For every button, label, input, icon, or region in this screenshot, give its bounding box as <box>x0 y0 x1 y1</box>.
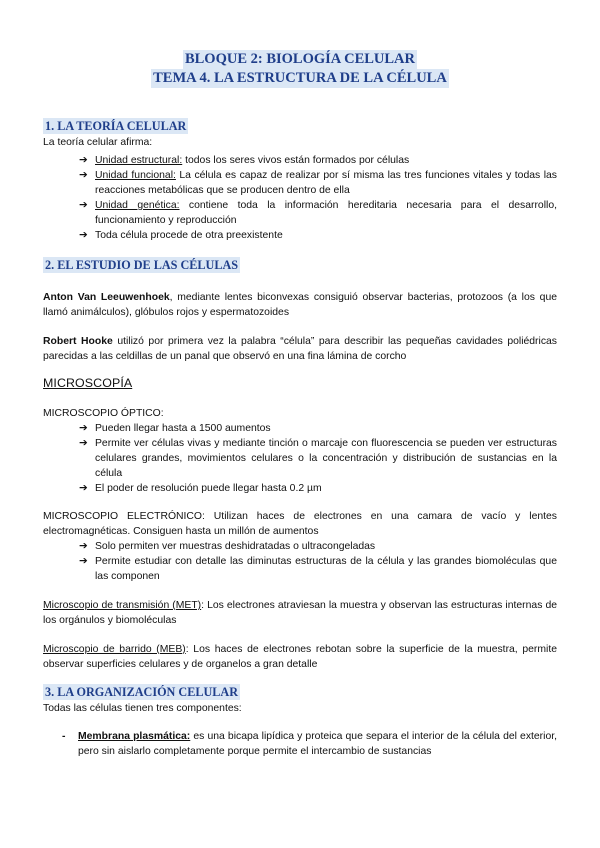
item-text: todos los seres vivos están formados por células <box>182 155 410 166</box>
met-paragraph: Microscopio de transmisión (MET): Los electrones atraviesan la muestra y observan las estructuras internas de los orgánulos y biomoléculas <box>43 600 557 626</box>
paragraph-hooke <box>43 334 557 364</box>
arrow-icon: ➔ <box>79 556 88 567</box>
list-item: ➔ Permite estudiar con detalle las diminutas estructuras de la célula y las grandes biomoléculas que las componen <box>79 556 557 582</box>
section-intro: La teoría celular afirma: <box>43 137 153 148</box>
dash-list <box>43 729 557 759</box>
paragraph-text: , mediante lentes biconvexas consiguió observar bacterias, protozoos (a los que llamó animálculos), glóbulos rojos y espermatozoides <box>43 292 557 318</box>
dash-icon: - <box>62 731 66 742</box>
arrow-icon: ➔ <box>79 483 88 494</box>
list-item: ➔ Permite ver células vivas y mediante tinción o marcaje con fluorescencia se pueden ver estructuras celulares grandes, movimientos celulares o la concentración y distribución de sustancias en la célula <box>79 438 557 479</box>
scientist-name: Anton Van Leeuwenhoek <box>43 292 170 303</box>
arrow-icon: ➔ <box>79 170 88 181</box>
section-heading: 1. LA TEORÍA CELULAR <box>45 119 187 133</box>
arrow-icon: ➔ <box>79 438 88 449</box>
document-title <box>43 50 557 88</box>
electronic-microscope-label: MICROSCOPIO ELECTRÓNICO <box>43 511 203 522</box>
section-heading: 2. EL ESTUDIO DE LAS CÉLULAS <box>45 258 239 272</box>
arrow-list <box>43 153 557 243</box>
item-text: contiene toda la información hereditaria necesaria para el desarrollo, funcionamiento y reproducción <box>95 200 557 226</box>
item-label: Unidad estructural: <box>95 155 183 166</box>
list-item <box>79 228 557 243</box>
list-item: ➔ Pueden llegar hasta a 1500 aumentos <box>79 423 271 434</box>
arrow-icon: ➔ <box>79 541 88 552</box>
list-item <box>79 153 557 168</box>
electronic-microscope-paragraph: MICROSCOPIO ELECTRÓNICO: Utilizan haces de electrones en una camara de vacío y lentes electromagnéticas. Consiguen hasta un millón de aumentos <box>43 511 557 537</box>
title-line-1: BLOQUE 2: BIOLOGÍA CELULAR <box>184 51 416 67</box>
item-label: Unidad genética: <box>95 200 180 211</box>
item-text: La célula es capaz de realizar por sí misma las tres funciones vitales y todas las reacciones metabólicas que se producen dentro de ella <box>95 170 557 196</box>
optical-list <box>43 421 557 496</box>
item-text: es una bicapa lipídica y proteica que separa el interior de la célula del exterior, pero sin aislarlo completamente porque permite el intercambio de sustancias <box>78 731 558 757</box>
paragraph-leeuwenhoek <box>43 290 557 320</box>
met-label: Microscopio de transmisión (MET) <box>43 600 202 611</box>
meb-label: Microscopio de barrido (MEB) <box>43 644 186 655</box>
scientist-name: Robert Hooke <box>43 336 113 347</box>
section-intro: Todas las células tienen tres componentes: <box>43 703 242 714</box>
item-label: Unidad funcional: <box>95 170 176 181</box>
paragraph-text: utilizó por primera vez la palabra “célula” para describir las pequeñas cavidades poliédricas parecidas a las celdillas de un panal que observó en una fina lámina de corcho <box>43 336 557 362</box>
electronic-list <box>43 539 557 584</box>
item-text: Toda célula procede de otra preexistente <box>95 230 283 241</box>
section-cell-study <box>43 257 557 672</box>
section-cell-organization <box>43 684 557 759</box>
arrow-icon: ➔ <box>79 155 88 166</box>
section-cell-theory <box>43 118 557 243</box>
list-item <box>79 168 557 198</box>
optical-microscope-label: MICROSCOPIO ÓPTICO: <box>43 408 164 419</box>
meb-paragraph: Microscopio de barrido (MEB): Los haces de electrones rebotan sobre la superficie de la muestra, permite observar superficies celulares y de organelos a gran detalle <box>43 644 557 670</box>
list-item: ➔ El poder de resolución puede llegar hasta 0.2 µm <box>79 483 322 494</box>
title-line-2: TEMA 4. LA ESTRUCTURA DE LA CÉLULA <box>153 70 447 86</box>
arrow-icon: ➔ <box>79 230 88 241</box>
list-item <box>62 729 557 759</box>
section-heading: 3. LA ORGANIZACIÓN CELULAR <box>45 685 238 699</box>
arrow-icon: ➔ <box>79 200 88 211</box>
list-item <box>79 198 557 228</box>
list-item: ➔ Solo permiten ver muestras deshidratadas o ultracongeladas <box>79 541 376 552</box>
item-label: Membrana plasmática: <box>78 731 191 742</box>
microscopy-heading: MICROSCOPÍA <box>43 376 133 390</box>
arrow-icon: ➔ <box>79 423 88 434</box>
